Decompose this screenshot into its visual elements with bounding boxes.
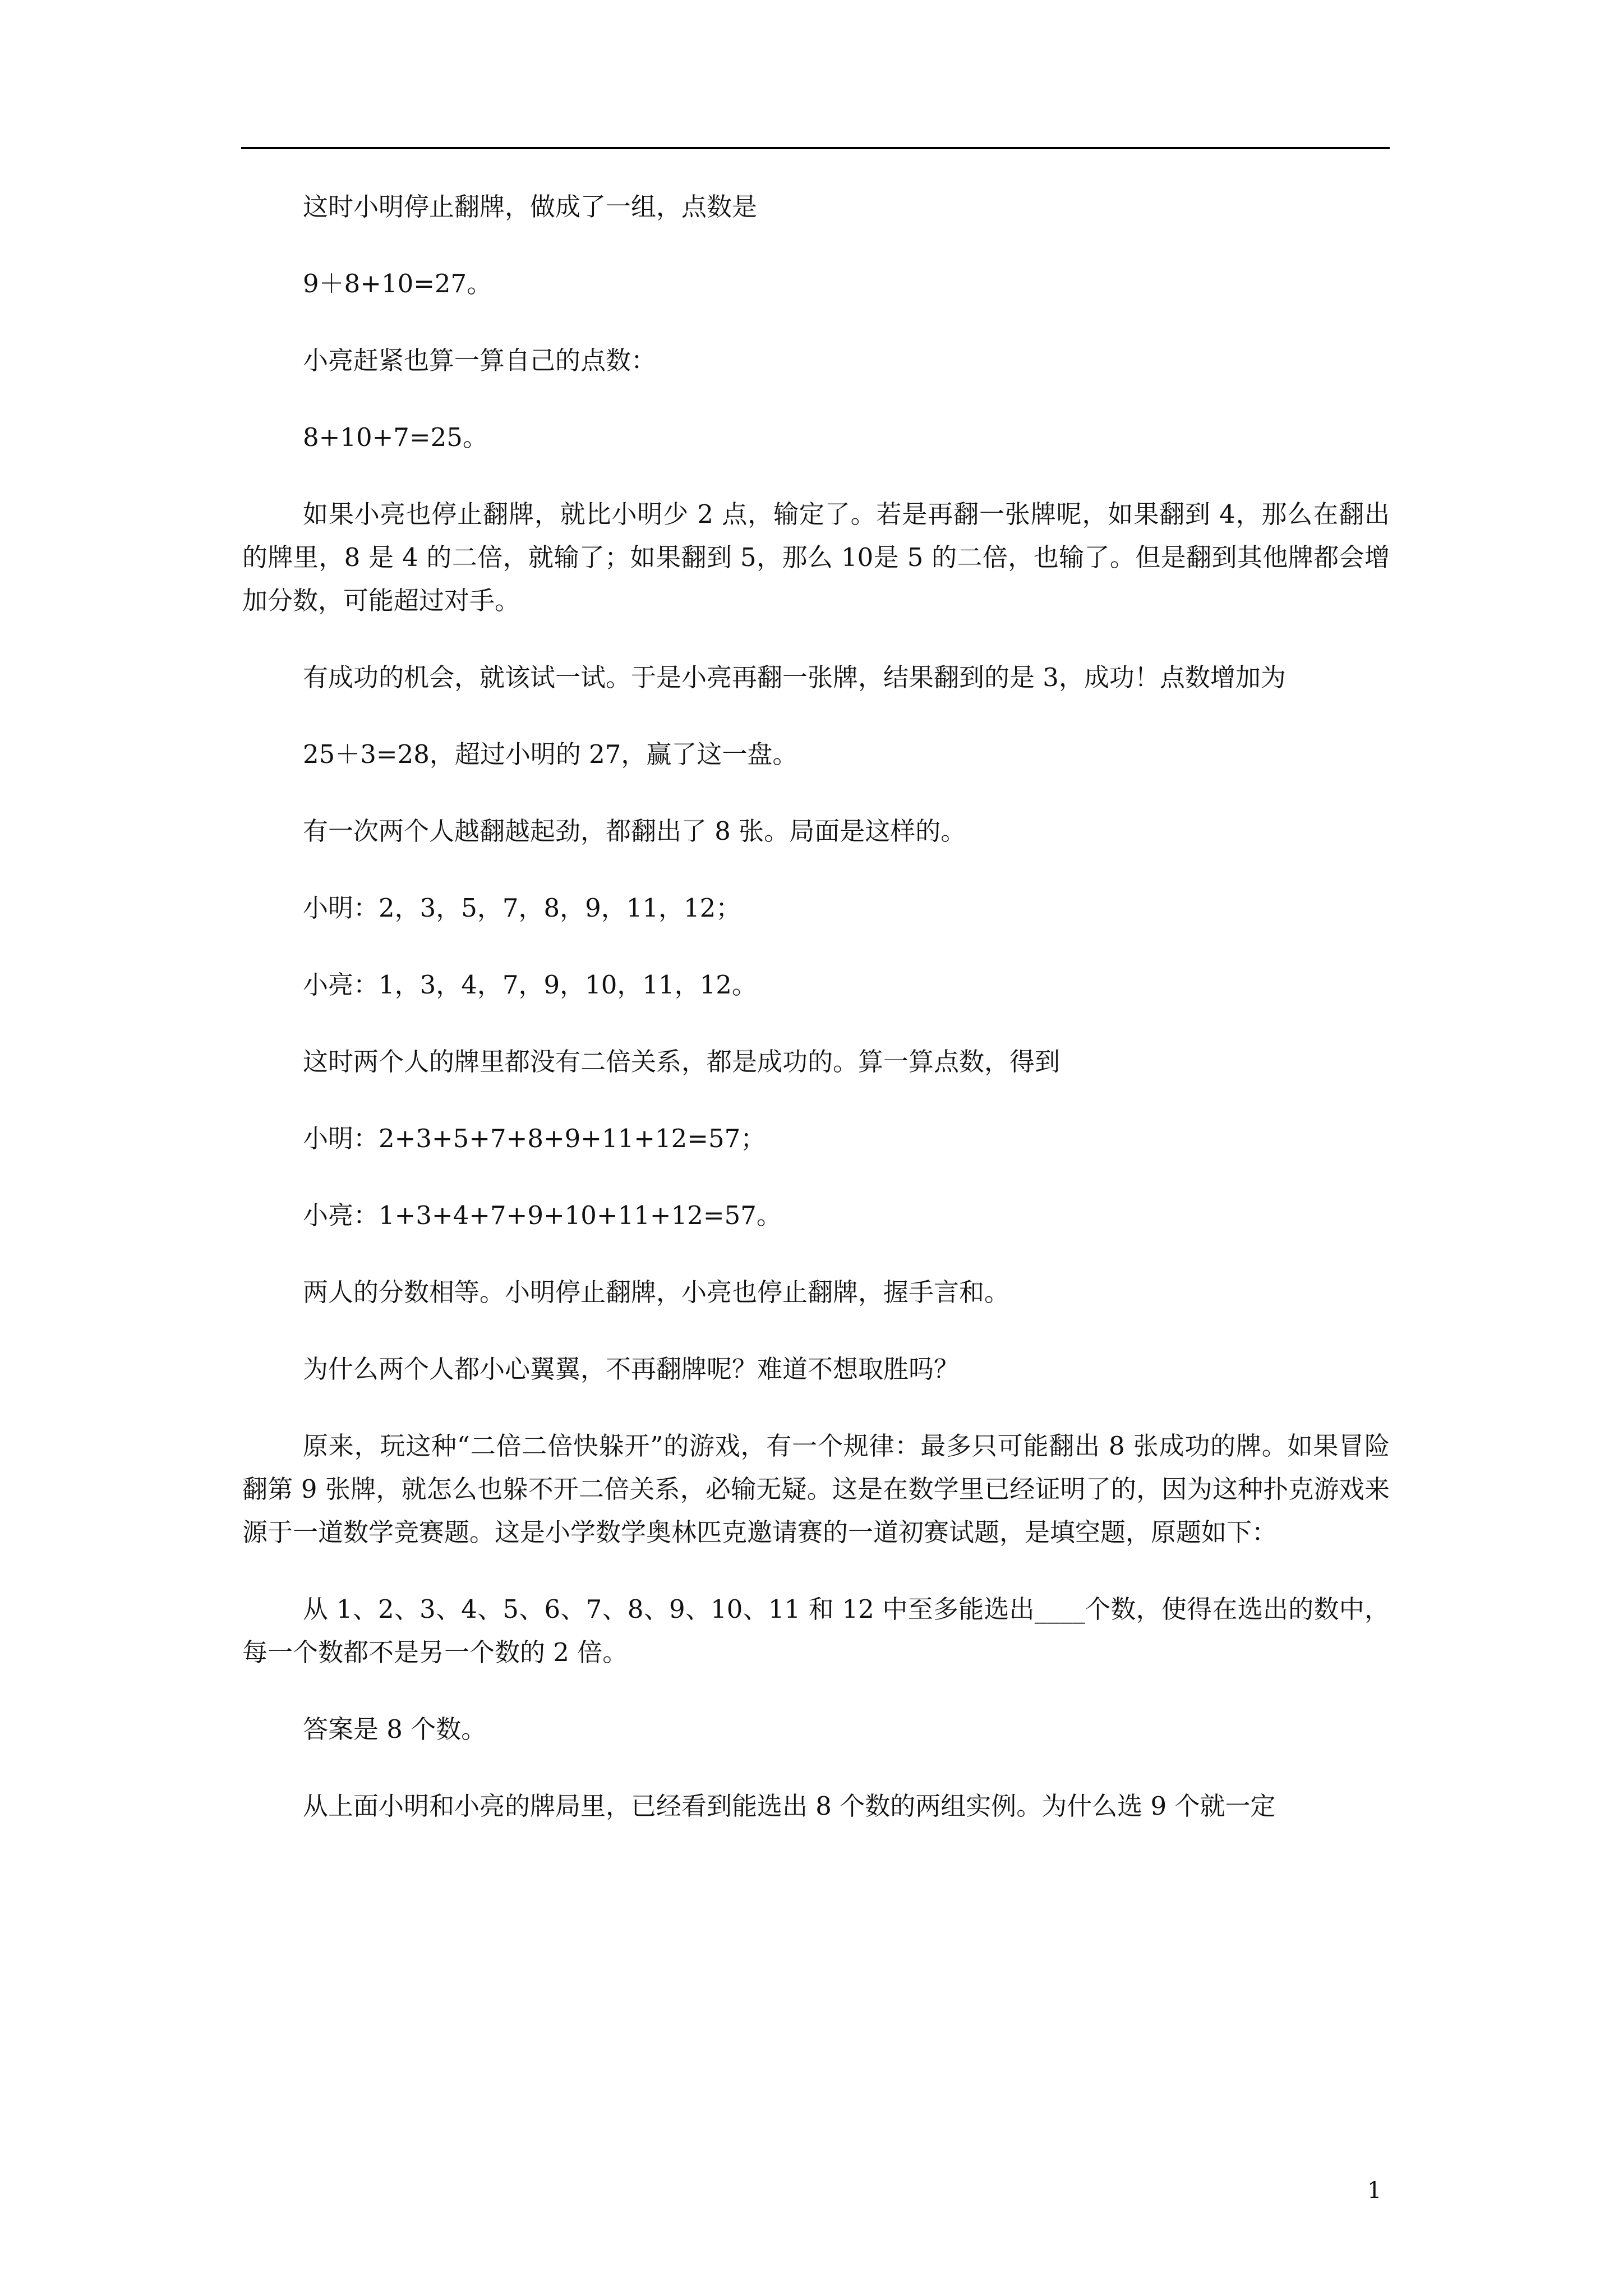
body-text — [242, 185, 1390, 1828]
paragraph: 这时两个人的牌里都没有二倍关系，都是成功的。算一算点数，得到 — [303, 1047, 1061, 1076]
paragraph: 这时小明停止翻牌，做成了一组，点数是 — [303, 192, 758, 222]
paragraph: 从上面小明和小亮的牌局里，已经看到能选出 8 个数的两组实例。为什么选 9 个就一定 — [303, 1791, 1276, 1821]
paragraph: 有一次两个人越翻越起劲，都翻出了 8 张。局面是这样的。 — [303, 816, 966, 846]
paragraph: 原来，玩这种“二倍二倍快躲开”的游戏，有一个规律：最多只可能翻出 8 张成功的牌。如果冒险翻第 9 张牌，就怎么也躲不开二倍关系，必输无疑。这是在数学里已经证明了的，因为这种扑克游戏来源于一道数学竞赛题。这是小学数学奥林匹克邀请赛的一道初赛试题，是填空题，原题如下： — [242, 1431, 1390, 1547]
paragraph: 小明：2+3+5+7+8+9+11+12=57； — [303, 1124, 766, 1153]
page-number: 1 — [1367, 2178, 1382, 2203]
paragraph: 9＋8+10=27。 — [303, 269, 492, 298]
paragraph: 8+10+7=25。 — [303, 422, 488, 452]
paragraph: 小亮：1+3+4+7+9+10+11+12=57。 — [303, 1200, 782, 1230]
paragraph: 如果小亮也停止翻牌，就比小明少 2 点，输定了。若是再翻一张牌呢，如果翻到 4，那么在翻出的牌里，8 是 4 的二倍，就输了；如果翻到 5，那么 10是 5 的二倍，也输了。但是翻到其他牌都会增加分数，可能超过对手。 — [242, 499, 1390, 615]
paragraph: 两人的分数相等。小明停止翻牌，小亮也停止翻牌，握手言和。 — [303, 1277, 1010, 1307]
paragraph: 从 1、2、3、4、5、6、7、8、9、10、11 和 12 中至多能选出____个数，使得在选出的数中，每一个数都不是另一个数的 2 倍。 — [242, 1594, 1390, 1667]
paragraph: 为什么两个人都小心翼翼，不再翻牌呢？难道不想取胜吗？ — [303, 1354, 960, 1384]
header-rule — [241, 147, 1390, 149]
paragraph: 小亮赶紧也算一算自己的点数： — [303, 346, 657, 375]
paragraph: 小亮：1，3，4，7，9，10，11，12。 — [303, 970, 757, 1000]
paragraph: 小明：2，3，5，7，8，9，11，12； — [303, 893, 741, 923]
paragraph: 25＋3=28，超过小明的 27，赢了这一盘。 — [303, 739, 798, 769]
paragraph: 答案是 8 个数。 — [303, 1714, 487, 1744]
paragraph: 有成功的机会，就该试一试。于是小亮再翻一张牌，结果翻到的是 3，成功！点数增加为 — [303, 662, 1286, 692]
